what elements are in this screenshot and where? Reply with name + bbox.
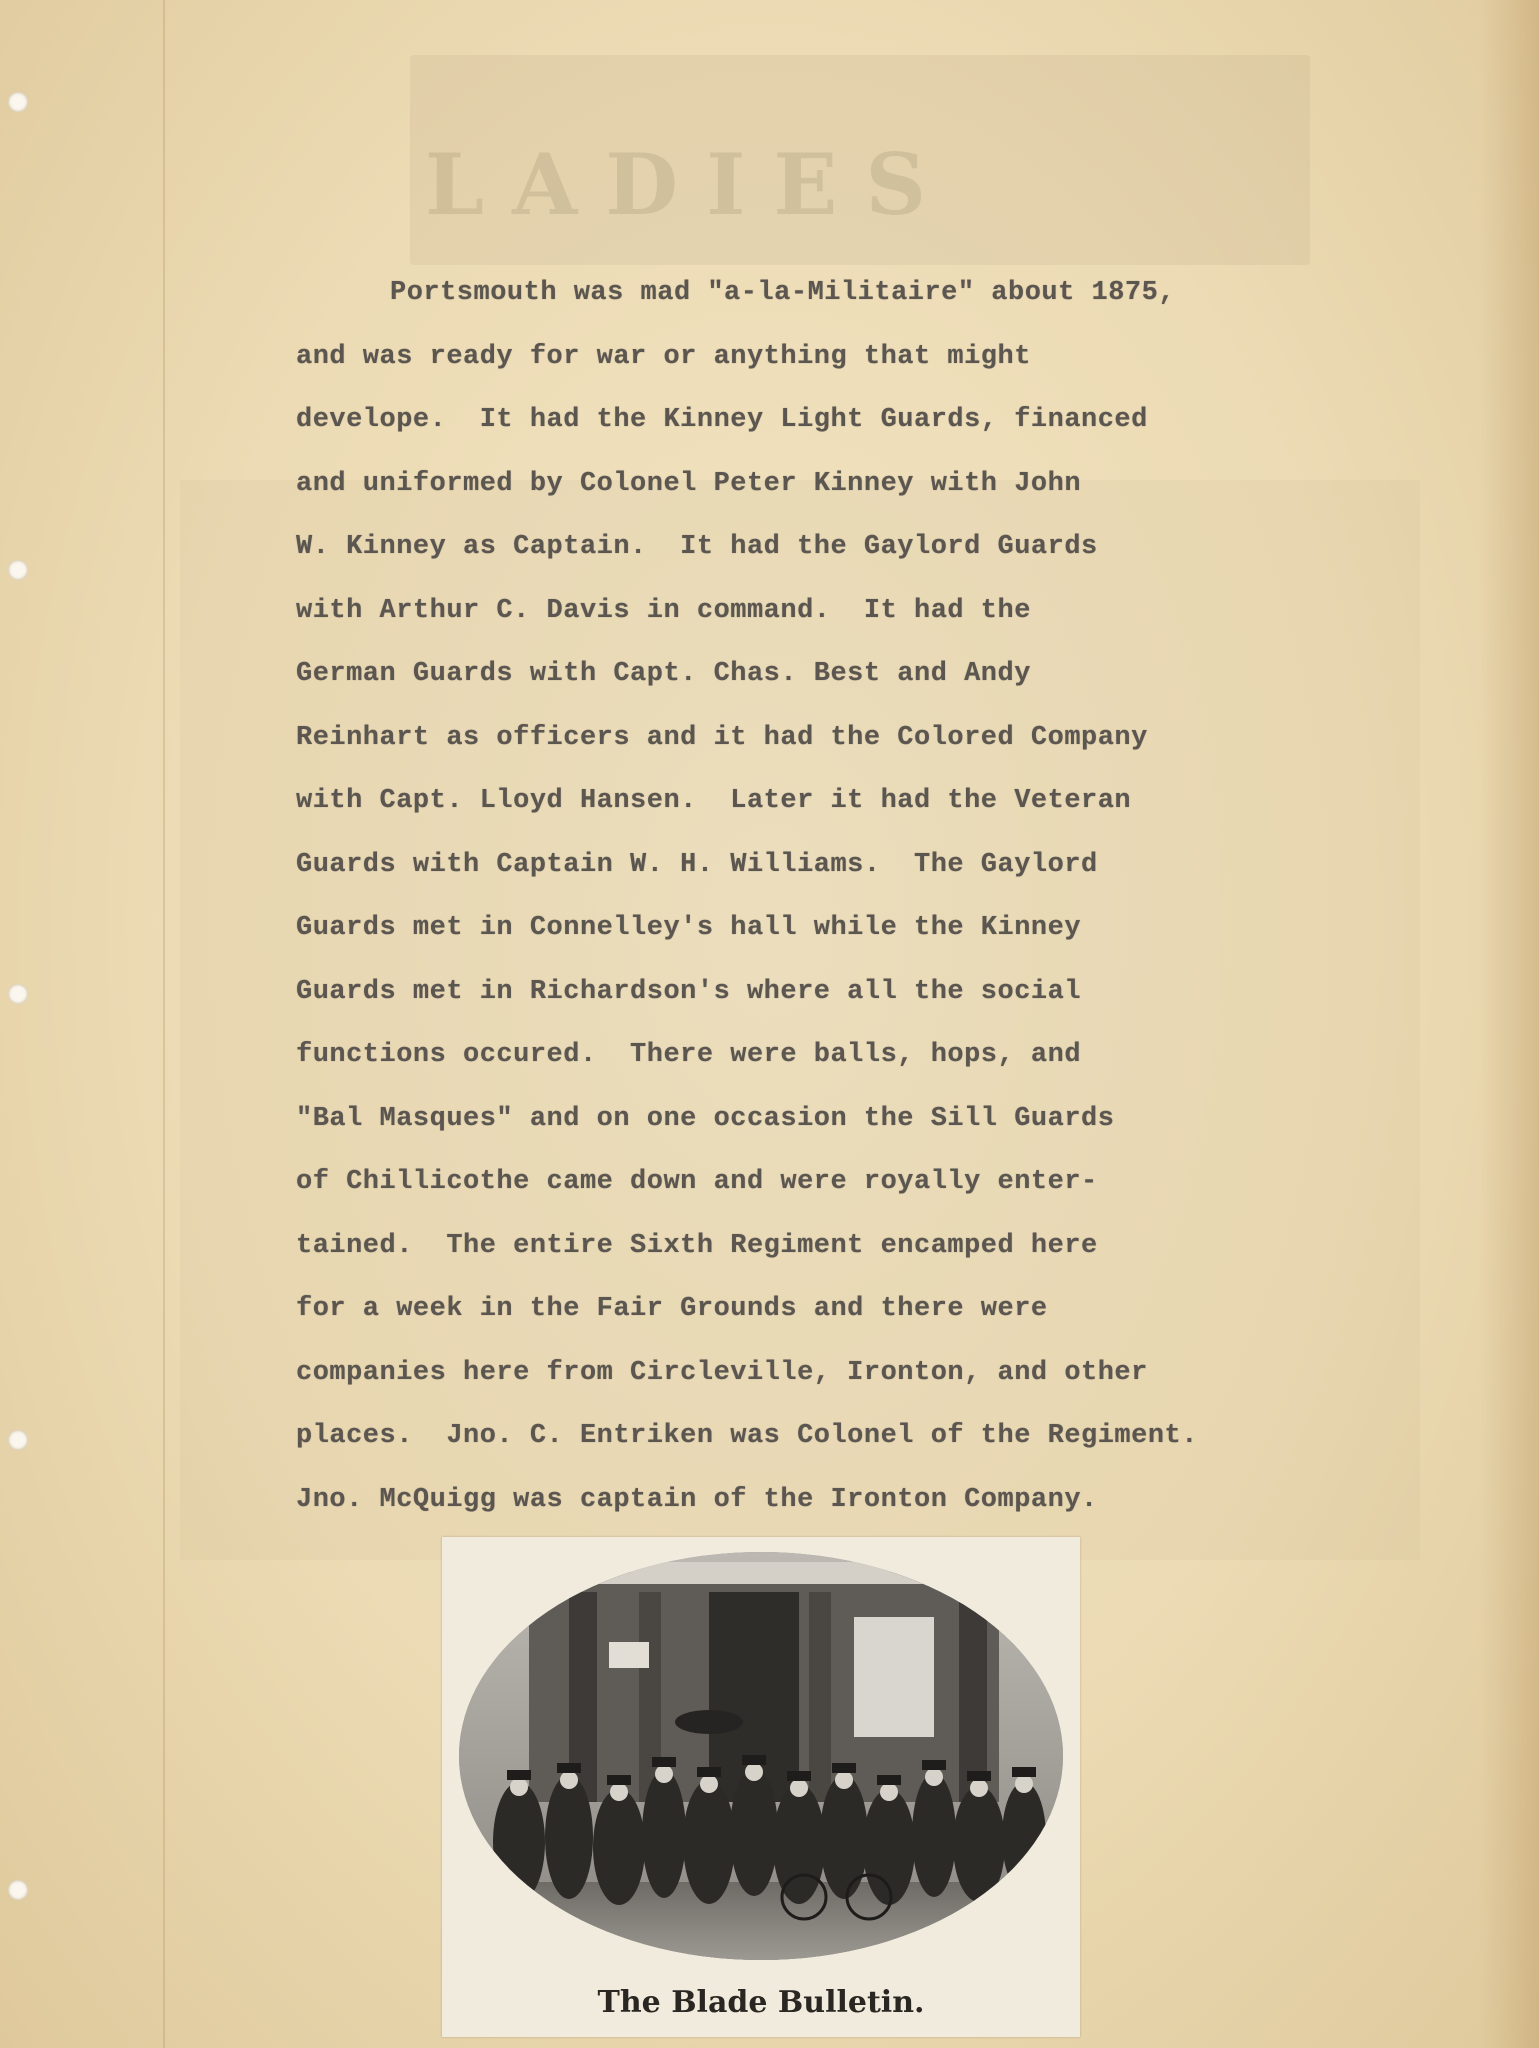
text-line: Guards met in Connelley's hall while the Kinney [296, 913, 1082, 943]
text-line: Portsmouth was mad "a-la-Militaire" about 1875, [390, 278, 1176, 308]
umbrella [675, 1710, 743, 1734]
white-placard [854, 1617, 934, 1737]
punch-hole [8, 1880, 28, 1900]
photo-caption: The Blade Bulletin. [597, 1985, 925, 2020]
text-line: functions occured. There were balls, hops, and [296, 1040, 1082, 1070]
text-line: Guards with Captain W. H. Williams. The Gaylord [296, 849, 1098, 880]
text-line: with Capt. Lloyd Hansen. Later it had the Veteran [296, 786, 1132, 816]
storefront-awning [539, 1562, 989, 1584]
text-line: W. Kinney as Captain. It had the Gaylord Guards [296, 532, 1098, 562]
typewritten-paragraph [296, 262, 1336, 1532]
punch-hole [8, 984, 28, 1004]
text-line: companies here from Circleville, Ironton, and other [296, 1357, 1148, 1388]
text-line: and was ready for war or anything that might [296, 341, 1031, 372]
pasted-photograph [442, 1537, 1080, 2037]
oval-photo-frame [459, 1552, 1063, 1960]
punch-hole [8, 92, 28, 112]
punch-hole [8, 1430, 28, 1450]
text-line: develope. It had the Kinney Light Guards, financed [296, 405, 1148, 435]
street-crowd-photo [459, 1552, 1063, 1960]
text-line: of Chillicothe came down and were royally enter- [296, 1167, 1098, 1197]
text-line: Reinhart as officers and it had the Colored Company [296, 722, 1148, 753]
text-line: "Bal Masques" and on one occasion the Sill Guards [296, 1103, 1115, 1134]
paper-fold-line [163, 0, 165, 2048]
punch-hole [8, 560, 28, 580]
page-edge-discoloration [1479, 0, 1539, 2048]
text-line: for a week in the Fair Grounds and there were [296, 1294, 1048, 1324]
text-line: tained. The entire Sixth Regiment encamped here [296, 1230, 1098, 1261]
bleed-through-heading: LADIES [425, 135, 955, 234]
text-line: Jno. McQuigg was captain of the Ironton Company. [296, 1484, 1098, 1515]
text-line: places. Jno. C. Entriken was Colonel of the Regiment. [296, 1421, 1198, 1451]
text-line: with Arthur C. Davis in command. It had the [296, 595, 1031, 626]
text-line: and uniformed by Colonel Peter Kinney with John [296, 468, 1082, 499]
text-line: Guards met in Richardson's where all the social [296, 976, 1082, 1007]
text-line: German Guards with Capt. Chas. Best and Andy [296, 659, 1031, 689]
small-sign [609, 1642, 649, 1668]
